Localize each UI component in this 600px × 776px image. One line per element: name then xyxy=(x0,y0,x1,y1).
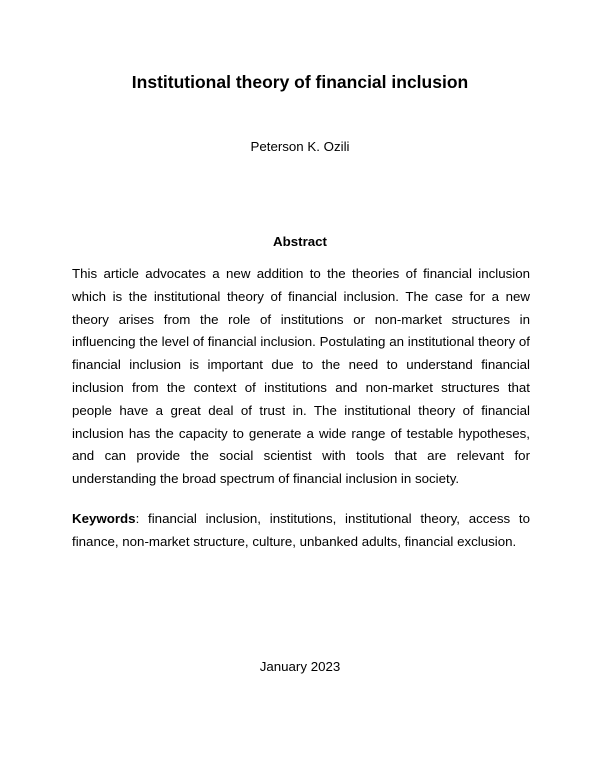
keywords-label: Keywords xyxy=(72,511,136,526)
paper-title: Institutional theory of financial inclusion xyxy=(131,72,469,92)
keywords-text: : financial inclusion, institutions, institutional theory, access to finance, non-market structure, culture, unbanked adults, financial exclusion. xyxy=(72,511,530,549)
author-name: Peterson K. Ozili xyxy=(250,139,350,154)
abstract-text: This article advocates a new addition to the theories of financial inclusion which is the institutional theory of financial inclusion. The case for a new theory arises from the role of institutions or non-market structures in influencing the level of financial inclusion. Postulating an institutional theory of financial inclusion is important due to the need to understand financial inclusion from the context of institutions and non-market structures that people have a great deal of trust in. The institutional theory of financial inclusion has the capacity to generate a wide range of testable hypotheses, and can provide the social scientist with tools that are relevant for understanding the broad spectrum of financial inclusion in society. xyxy=(72,266,530,487)
abstract-heading: Abstract xyxy=(273,234,327,249)
publication-date: January 2023 xyxy=(259,659,341,674)
keywords-paragraph xyxy=(72,508,530,554)
